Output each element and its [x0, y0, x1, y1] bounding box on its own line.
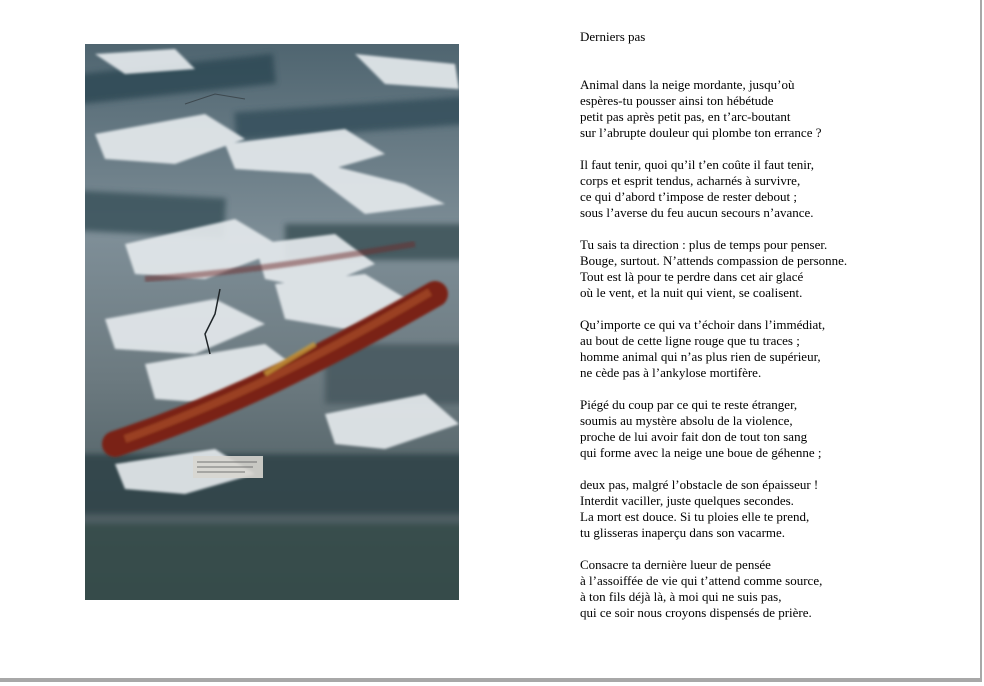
poem-line: Tout est là pour te perdre dans cet air glacé — [580, 269, 804, 284]
poem-line: petit pas après petit pas, en t’arc-boutant — [580, 109, 791, 124]
poem-line: deux pas, malgré l’obstacle de son épaisseur ! — [580, 477, 819, 492]
poem-line: à ton fils déjà là, à moi qui ne suis pas, — [580, 589, 782, 604]
abstract-painting-image — [85, 44, 459, 600]
poem-line: Consacre ta dernière lueur de pensée — [580, 557, 771, 572]
poem-line: Animal dans la neige mordante, jusqu’où — [580, 77, 795, 92]
poem-line: La mort est douce. Si tu ploies elle te prend, — [580, 509, 810, 524]
poem-line: où le vent, et la nuit qui vient, se coalisent. — [580, 285, 803, 300]
poem-title: Derniers pas — [580, 29, 646, 44]
poem-body — [580, 77, 970, 621]
poem-line: Bouge, surtout. N’attends compassion de personne. — [580, 253, 848, 268]
poem-line: à l’assoiffée de vie qui t’attend comme source, — [580, 573, 823, 588]
stanza — [580, 157, 970, 221]
poem-line: Piégé du coup par ce qui te reste étranger, — [580, 397, 798, 412]
stanza — [580, 237, 970, 301]
poem — [580, 29, 970, 637]
poem-line: sur l’abrupte douleur qui plombe ton errance ? — [580, 125, 822, 140]
stanza — [580, 77, 970, 141]
poem-line: proche de lui avoir fait don de tout ton sang — [580, 429, 808, 444]
poem-line: Il faut tenir, quoi qu’il t’en coûte il faut tenir, — [580, 157, 814, 172]
stanza — [580, 557, 970, 621]
poem-line: Interdit vaciller, juste quelques secondes. — [580, 493, 794, 508]
poem-line: ce qui d’abord t’impose de rester debout ; — [580, 189, 797, 204]
poem-line: homme animal qui n’as plus rien de supérieur, — [580, 349, 821, 364]
painting-artwork — [85, 44, 459, 600]
poem-line: qui forme avec la neige une boue de géhenne ; — [580, 445, 822, 460]
poem-line: espères-tu pousser ainsi ton hébétude — [580, 93, 774, 108]
poem-line: qui ce soir nous croyons dispensés de prière. — [580, 605, 812, 620]
poem-line: au bout de cette ligne rouge que tu traces ; — [580, 333, 800, 348]
poem-line: soumis au mystère absolu de la violence, — [580, 413, 793, 428]
poem-line: Qu’importe ce qui va t’échoir dans l’immédiat, — [580, 317, 826, 332]
poem-line: Tu sais ta direction : plus de temps pour penser. — [580, 237, 828, 252]
poem-line: tu glisseras inaperçu dans son vacarme. — [580, 525, 786, 540]
stanza — [580, 317, 970, 381]
stanza — [580, 477, 970, 541]
poem-line: ne cède pas à l’ankylose mortifère. — [580, 365, 762, 380]
poem-line: corps et esprit tendus, acharnés à survivre, — [580, 173, 801, 188]
poem-line: sous l’averse du feu aucun secours n’avance. — [580, 205, 814, 220]
stanza — [580, 397, 970, 461]
